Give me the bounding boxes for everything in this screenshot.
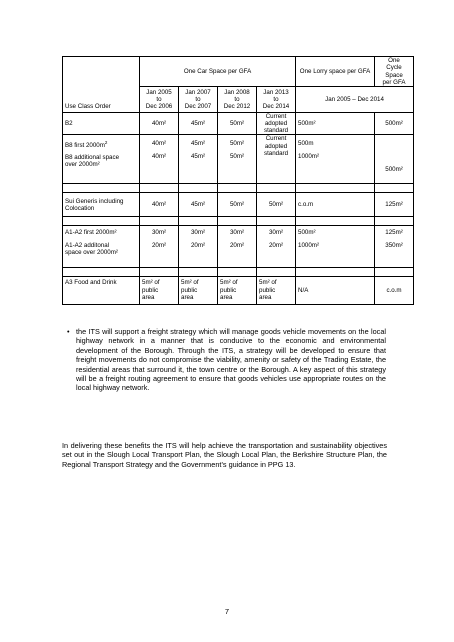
- row-label: B2: [63, 113, 140, 135]
- car-value-line: area: [259, 293, 272, 301]
- empty-cell: [296, 184, 375, 193]
- cycle-value-line: 125m²: [385, 229, 403, 237]
- table-row: [63, 193, 414, 217]
- lorry-value-line: 500m²: [298, 229, 316, 237]
- empty-cell: [296, 268, 375, 277]
- period-line: to: [234, 95, 240, 103]
- empty-cell: [375, 184, 414, 193]
- period-2013-2014: [257, 87, 296, 113]
- car-value-line: standard: [263, 149, 289, 157]
- header-cycle-space: [375, 57, 414, 87]
- car-value-line: adopted: [264, 142, 288, 150]
- empty-cell: [179, 268, 218, 277]
- period-2007: [179, 87, 218, 113]
- empty-cell: [257, 184, 296, 193]
- table-spacer-row: [63, 268, 414, 277]
- period-2005-2006: [140, 87, 179, 113]
- page-number: 7: [224, 607, 230, 616]
- row-label: A3 Food and Drink: [63, 277, 140, 305]
- empty-cell: [140, 217, 179, 226]
- header-cycle-line: Cycle: [386, 64, 402, 72]
- row-label-line: [65, 140, 137, 149]
- car-value-line: area: [142, 293, 155, 301]
- car-value-line: 20m²: [268, 241, 284, 249]
- car-value-line: Current: [265, 135, 287, 143]
- row-label-line: B8 additional space: [65, 153, 120, 161]
- lorry-value: 500m²: [296, 113, 375, 135]
- row-label-line: A1-A2 first 2000m²: [65, 229, 117, 237]
- car-value-line: 5m² of: [181, 279, 199, 287]
- car-value: 50m²: [257, 193, 296, 217]
- row-label-sup: 2: [104, 140, 108, 146]
- car-value-line: area: [220, 293, 233, 301]
- car-value-line: area: [181, 293, 194, 301]
- header-lorry-space: One Lorry space per GFA: [296, 57, 375, 87]
- period-line: to: [156, 95, 162, 103]
- car-value: 40m²: [140, 113, 179, 135]
- car-value: [179, 226, 218, 268]
- header-use-class-order: Use Class Order: [63, 57, 140, 113]
- period-line: to: [195, 95, 201, 103]
- period-line: to: [273, 95, 279, 103]
- header-cycle-line: per GFA: [382, 78, 406, 86]
- empty-cell: [218, 268, 257, 277]
- cycle-value: 125m²: [375, 193, 414, 217]
- row-label: [63, 226, 140, 268]
- header-car-space: One Car Space per GFA: [140, 57, 296, 87]
- car-value: [257, 135, 296, 184]
- header-cycle-line: Space: [385, 71, 403, 79]
- cycle-value: 500m²: [375, 113, 414, 135]
- car-value-line: 20m²: [229, 241, 245, 249]
- car-value: [179, 135, 218, 184]
- empty-cell: [296, 217, 375, 226]
- car-value: [257, 113, 296, 135]
- cycle-value: [375, 226, 414, 268]
- cycle-value-line: 350m²: [385, 241, 403, 249]
- empty-cell: [375, 268, 414, 277]
- row-label-line: space over 2000m²: [65, 248, 118, 256]
- header-cycle-line: One: [388, 57, 400, 65]
- car-value-line: 20m²: [190, 241, 206, 249]
- lorry-value: [296, 226, 375, 268]
- row-label-line: A1-A2 additonal: [65, 241, 110, 249]
- car-value: [179, 277, 218, 305]
- car-value-line: 5m² of: [220, 279, 238, 287]
- car-value-line: 50m²: [229, 152, 245, 160]
- car-value-line: public: [220, 286, 237, 294]
- car-value: 50m²: [218, 193, 257, 217]
- empty-cell: [218, 217, 257, 226]
- car-value: [218, 277, 257, 305]
- car-value-line: adopted: [264, 120, 288, 128]
- bullet-icon: •: [67, 327, 70, 336]
- table-spacer-row: [63, 184, 414, 193]
- table-row: [63, 135, 414, 184]
- car-value: [140, 226, 179, 268]
- period-line: Jan 2013: [263, 88, 289, 96]
- empty-cell: [63, 184, 140, 193]
- car-value-line: Current: [265, 113, 287, 120]
- car-value-line: 45m²: [190, 140, 206, 148]
- car-value-line: 40m²: [151, 152, 167, 160]
- body-paragraph: In delivering these benefits the ITS will help achieve the transportation and sustainability objectives set out in the Slough Local Transport Plan, the Slough Local Plan, the Berkshire Structure Plan, the Regional Transport Strategy and the Government’s guidance in PPG 13.: [62, 441, 387, 469]
- car-value-line: standard: [263, 127, 289, 135]
- empty-cell: [63, 217, 140, 226]
- lorry-value-line: 1000m²: [298, 241, 320, 249]
- car-value-line: 30m²: [229, 229, 245, 237]
- empty-cell: [218, 184, 257, 193]
- table-row: [63, 113, 414, 135]
- car-value: [218, 135, 257, 184]
- car-value: [218, 226, 257, 268]
- row-label: [63, 193, 140, 217]
- period-line: Jan 2007: [185, 88, 211, 96]
- empty-cell: [257, 217, 296, 226]
- car-value-line: public: [181, 286, 198, 294]
- empty-cell: [140, 268, 179, 277]
- car-value: 50m²: [218, 113, 257, 135]
- row-label: [63, 135, 140, 184]
- lorry-value: c.o.m: [296, 193, 375, 217]
- cycle-value: c.o.m: [375, 277, 414, 305]
- car-value: [140, 277, 179, 305]
- bullet-text: the ITS will support a freight strategy which will manage goods vehicle movements on the local highway network in a manner that is conducive to the economic and environmental development of the Borough. Through the ITS, a strategy will be developed to ensure that freight movements do not compromise the viability, amenity or safety of the Trading Estate, the residential areas that surround it, the town centre or the Borough. A key aspect of this strategy will be a freight routing agreement to ensure that goods vehicles use appropriate routes on the local highway network.: [76, 327, 386, 393]
- car-value-line: 5m² of: [259, 279, 277, 287]
- car-value-line: 20m²: [151, 241, 167, 249]
- lorry-value: [296, 135, 375, 184]
- period-line: Dec 2007: [184, 103, 212, 111]
- table-row: [63, 277, 414, 305]
- car-value: 40m²: [140, 193, 179, 217]
- table-row: [63, 226, 414, 268]
- car-value-line: public: [142, 286, 159, 294]
- lorry-value-line: 500m: [298, 140, 314, 148]
- period-lorry-cycle: Jan 2005 – Dec 2014: [296, 87, 414, 113]
- car-value: [257, 226, 296, 268]
- period-line: Jan 2005: [146, 88, 172, 96]
- period-line: Dec 2006: [145, 103, 173, 111]
- period-line: Dec 2014: [262, 103, 290, 111]
- parking-standards-table: [62, 56, 414, 305]
- car-value-line: 50m²: [229, 140, 245, 148]
- row-label-line: Sui Generis including: [65, 197, 124, 205]
- empty-cell: [257, 268, 296, 277]
- lorry-value-line: 1000m²: [298, 152, 320, 160]
- empty-cell: [375, 217, 414, 226]
- row-label-line: over 2000m²: [65, 160, 100, 168]
- car-value: 45m²: [179, 113, 218, 135]
- car-value: [257, 277, 296, 305]
- empty-cell: [179, 184, 218, 193]
- car-value-line: 30m²: [190, 229, 206, 237]
- row-label-text: B8 first 2000m: [65, 142, 105, 150]
- car-value-line: 5m² of: [142, 279, 160, 287]
- lorry-value: N/A: [296, 277, 375, 305]
- period-line: Dec 2012: [223, 103, 251, 111]
- period-line: Jan 2008: [224, 88, 250, 96]
- cycle-value: 500m²: [375, 135, 414, 184]
- row-label-line: Colocation: [65, 204, 95, 212]
- empty-cell: [179, 217, 218, 226]
- freight-strategy-bullet: [67, 327, 386, 393]
- period-2008-2012: [218, 87, 257, 113]
- car-value-line: 45m²: [190, 152, 206, 160]
- empty-cell: [140, 184, 179, 193]
- car-value-line: 30m²: [151, 229, 167, 237]
- car-value-line: 30m²: [268, 229, 284, 237]
- table-spacer-row: [63, 217, 414, 226]
- empty-cell: [63, 268, 140, 277]
- car-value-line: 40m²: [151, 140, 167, 148]
- car-value: [140, 135, 179, 184]
- car-value-line: public: [259, 286, 276, 294]
- car-value: 45m²: [179, 193, 218, 217]
